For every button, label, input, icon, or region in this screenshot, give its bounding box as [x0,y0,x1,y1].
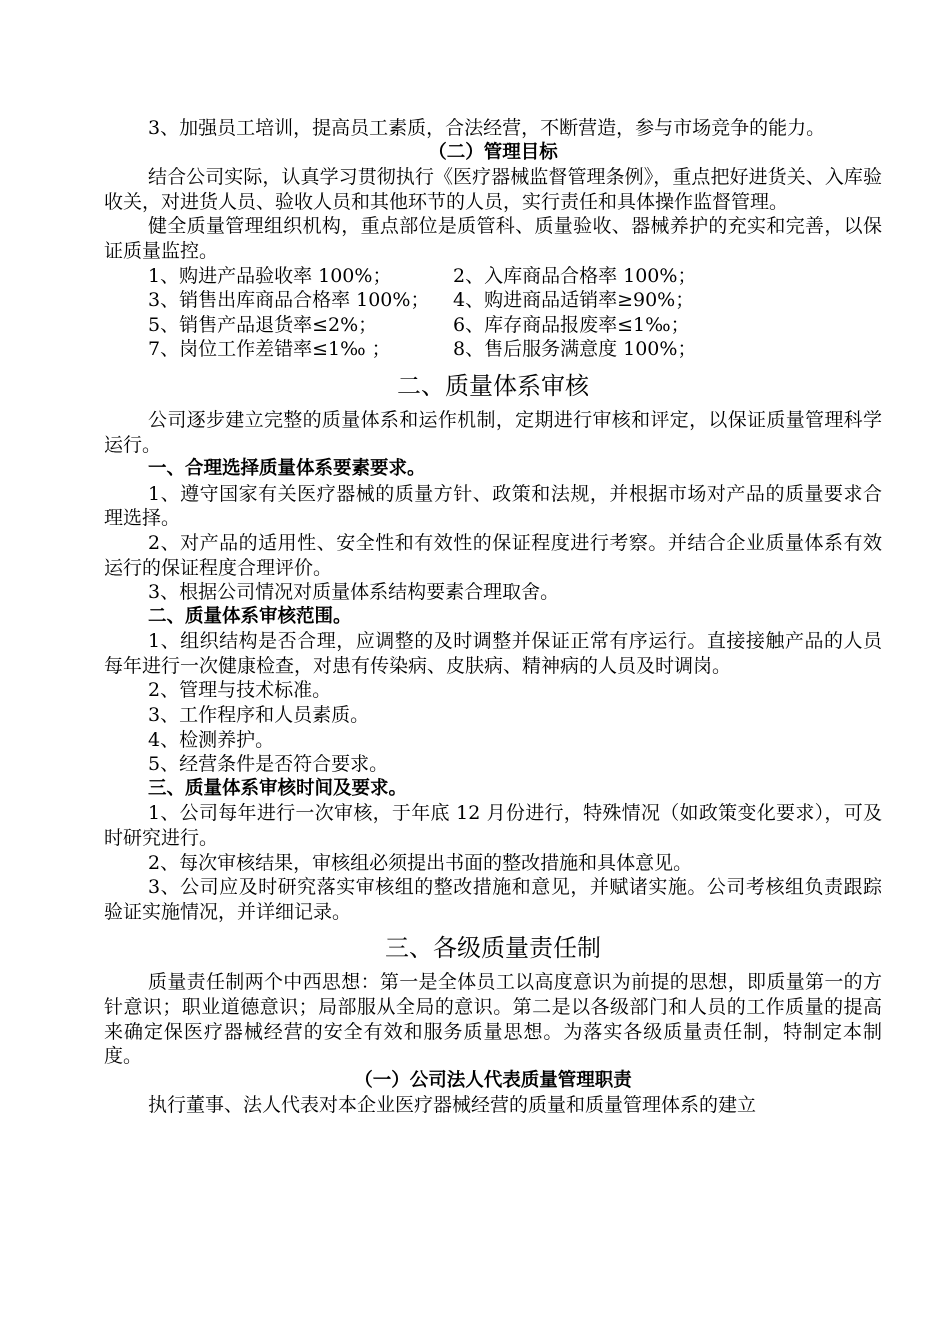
section2-h3-item-1: 1、公司每年进行一次审核，于年底 12 月份进行，特殊情况（如政策变化要求），可及时研究进行。 [104,802,882,850]
target-item: 2、入库商品合格率 100%； [453,264,697,287]
target-item: 3、销售出库商品合格率 100%； [148,289,430,312]
section3-intro: 质量责任制两个中西思想：第一是全体员工以高度意识为前提的思想，即质量第一的方针意识；职业道德意识；局部服从全局的意识。第二是以各级部门和人员的工作质量的提高来确定保医疗器械经营的安全有效和服务质量思想。为落实各级质量责任制，特制定本制度。 [104,971,882,1068]
target-row-2 [104,288,882,313]
target-item: 1、购进产品验收率 100%； [148,264,392,287]
target-item: 8、售后服务满意度 100%； [453,338,697,361]
intro-paragraph-3: 3、加强员工培训，提高员工素质，合法经营，不断营造，参与市场竞争的能力。 [148,117,826,139]
section2-title: 二、质量体系审核 [397,371,589,400]
goals-paragraph-1: 结合公司实际，认真学习贯彻执行《医疗器械监督管理条例》，重点把好进货关、入库验收关，对进货人员、验收人员和其他环节的人员，实行责任和具体操作监督管理。 [104,166,882,213]
document-page [104,116,882,1118]
target-row-4 [104,337,882,362]
section2-h1-item-1: 1、遵守国家有关医疗器械的质量方针、政策和法规，并根据市场对产品的质量要求合理选择。 [104,482,882,530]
goals-paragraph-2: 健全质量管理组织机构，重点部位是质管科、质量验收、器械养护的充实和完善，以保证质量监控。 [104,215,882,262]
section2-h2-item-4: 4、检测养护。 [148,728,275,751]
section2-h3-item-3: 3、公司应及时研究落实审核组的整改措施和意见，并赋诸实施。公司考核组负责跟踪验证实施情况，并详细记录。 [104,876,882,923]
section3-title: 三、各级质量责任制 [385,934,601,963]
target-item: 4、购进商品适销率≥90%； [453,289,695,312]
goals-heading: （二）管理目标 [428,141,558,163]
section3-subheading-1: （一）公司法人代表质量管理职责 [354,1069,632,1091]
section2-heading-1: 一、合理选择质量体系要素要求。 [148,458,426,480]
target-row-1 [104,264,882,289]
section2-h1-item-2: 2、对产品的适用性、安全性和有效性的保证程度进行考察。并结合企业质量体系有效运行的保证程度合理评价。 [104,531,882,579]
target-item: 7、岗位工作差错率≤1‰ ； [148,338,391,361]
section2-intro: 公司逐步建立完整的质量体系和运作机制，定期进行审核和评定，以保证质量管理科学运行。 [104,408,882,456]
section2-h2-item-3: 3、工作程序和人员素质。 [148,704,370,727]
section3-sub1-paragraph: 执行董事、法人代表对本企业医疗器械经营的质量和质量管理体系的建立 [148,1094,757,1117]
section2-h2-item-2: 2、管理与技术标准。 [148,679,332,702]
section2-heading-3: 三、质量体系审核时间及要求。 [148,777,408,799]
section2-h1-item-3: 3、根据公司情况对质量体系结构要素合理取舍。 [148,581,560,604]
target-item: 6、库存商品报废率≤1‰； [453,313,690,336]
section2-heading-2: 二、质量体系审核范围。 [148,605,352,627]
target-item: 5、销售产品退货率≤2%； [148,313,378,336]
section2-h2-item-1: 1、组织结构是否合理，应调整的及时调整并保证正常有序运行。直接接触产品的人员每年进行一次健康检查，对患有传染病、皮肤病、精神病的人员及时调岗。 [104,630,882,677]
section2-h2-item-5: 5、经营条件是否符合要求。 [148,753,389,776]
target-row-3 [104,313,882,338]
section2-h3-item-2: 2、每次审核结果，审核组必须提出书面的整改措施和具体意见。 [148,851,693,874]
